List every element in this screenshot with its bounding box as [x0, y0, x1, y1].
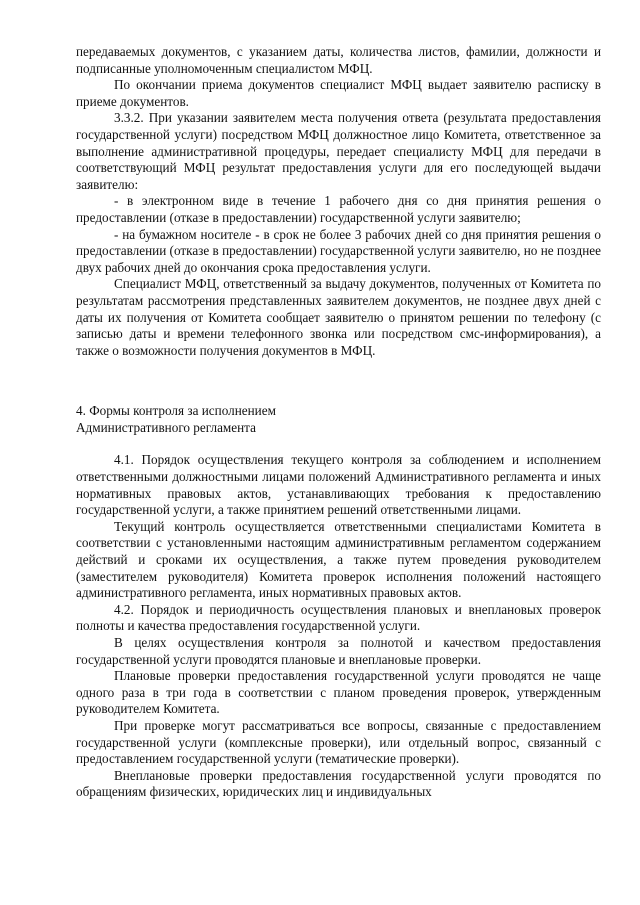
spacer [76, 436, 601, 452]
spacer [76, 359, 601, 403]
paragraph: передаваемых документов, с указанием даты, количества листов, фамилии, должности и подписанные уполномоченным специалистом МФЦ. [76, 44, 601, 76]
paragraph: 4.1. Порядок осуществления текущего контроля за соблюдением и исполнением ответственными должностными лицами положений Административного регламента и иных нормативных правовых актов, устанавливающих требования к предоставлению государственной услуги, а также принятием решений ответственными лицами. [76, 452, 601, 518]
paragraph: - в электронном виде в течение 1 рабочего дня со дня принятия решения о предоставлении (отказе в предоставлении) государственной услуги заявителю; [76, 193, 601, 225]
section-heading-line: 4. Формы контроля за исполнением [76, 403, 276, 419]
paragraph: В целях осуществления контроля за полнотой и качеством предоставления государственной услуги проводятся плановые и внеплановые проверки. [76, 635, 601, 667]
paragraph: При проверке могут рассматриваться все вопросы, связанные с предоставлением государственной услуги (комплексные проверки), или отдельный вопрос, связанный с предоставлением государственной услуги (тематические проверки). [76, 717, 601, 767]
paragraph: По окончании приема документов специалист МФЦ выдает заявителю расписку в приеме документов. [76, 77, 601, 109]
paragraph: Плановые проверки предоставления государственной услуги проводятся не чаще одного раза в три года в соответствии с планом проведения проверок, утвержденным руководителем Комитета. [76, 668, 601, 717]
paragraph: Специалист МФЦ, ответственный за выдачу документов, полученных от Комитета по результатам рассмотрения представленных заявителем документов, не позднее двух дней с даты их получения от Комитета сообщает заявителю о принятом решении по телефону (с записью даты и времени телефонного звонка или посредством смс-информирования), а также о возможности получения документов в МФЦ. [76, 276, 601, 358]
document-body [76, 44, 601, 801]
paragraph: Текущий контроль осуществляется ответственными специалистами Комитета в соответствии с установленными настоящим административным регламентом содержанием действий и сроками их осуществления, а также путем проведения руководителем (заместителем руководителя) Комитета проверок исполнения положений настоящего административного регламента, иных нормативных правовых актов. [76, 518, 601, 601]
paragraph: - на бумажном носителе - в срок не более 3 рабочих дней со дня принятия решения о предоставлении (отказе в предоставлении) государственной услуги заявителю, но не позднее двух рабочих дней до окончания срока предоставления услуги. [76, 226, 601, 275]
section-heading [76, 403, 601, 436]
paragraph: 3.3.2. При указании заявителем места получения ответа (результата предоставления государственной услуги) посредством МФЦ должностное лицо Комитета, ответственное за выполнение административной процедуры, передает специалисту МФЦ для передачи в соответствующий МФЦ результат предоставления услуги для его последующей выдачи заявителю: [76, 110, 601, 192]
paragraph: 4.2. Порядок и периодичность осуществления плановых и внеплановых проверок полноты и качества предоставления государственной услуги. [76, 601, 601, 634]
section-heading-line: Административного регламента [76, 419, 256, 435]
paragraph: Внеплановые проверки предоставления государственной услуги проводятся по обращениям физических, юридических лиц и индивидуальных [76, 767, 601, 800]
